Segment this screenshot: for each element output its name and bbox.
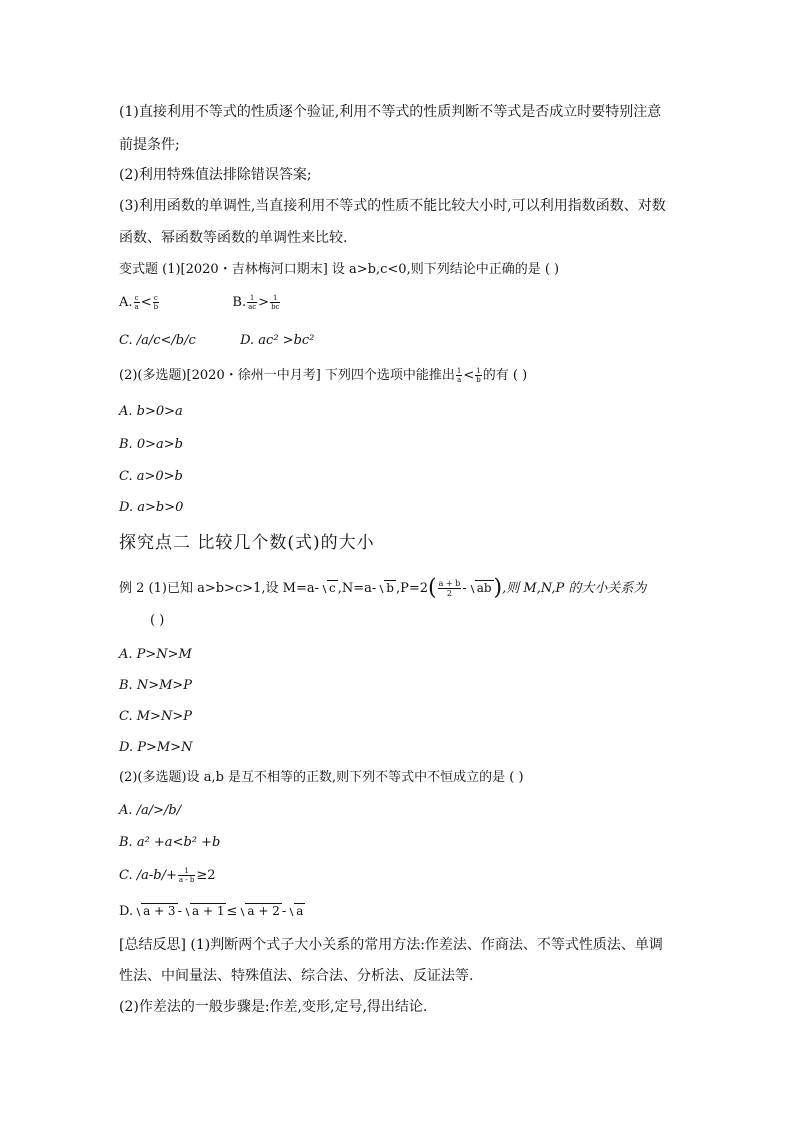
example2-p2-optB: B. a² +a<b² +b <box>119 835 221 850</box>
comparator: > <box>258 295 270 310</box>
fraction: $\frac{1}{bc}$ <box>271 294 280 311</box>
summary-line-2: (2)作差法的一般步骤是:作差,变形,定号,得出结论. <box>119 999 428 1015</box>
fraction: $\frac{c}{a}$ <box>134 294 139 311</box>
right-paren: ) <box>493 575 503 601</box>
variant-q1-optB-label: B. <box>232 295 247 310</box>
example2-p1-paren: ( ) <box>150 613 165 628</box>
left-paren: ( <box>428 575 437 601</box>
sqrt: a + 1 <box>182 901 226 922</box>
summary-line-1a: [总结反思] (1)判断两个式子大小关系的常用方法:作差法、作商法、不等式性质法、单调 <box>119 937 663 953</box>
summary-line-1b: 性法、中间量法、特殊值法、综合法、分析法、反证法等. <box>119 968 474 984</box>
comparator: < <box>463 368 475 383</box>
example2-p1-optC: C. M>N>P <box>119 709 192 724</box>
example2-p2-optC-a: C. /a-b/+ <box>119 868 177 883</box>
sqrt: ab <box>467 578 494 599</box>
variant-q2-stem-a: (2)(多选题)[2020・徐州一中月考] 下列四个选项中能推出 <box>119 368 455 383</box>
example2-p1-optB: B. N>M>P <box>119 678 193 693</box>
variant-q1-options-ab <box>119 293 281 313</box>
sqrt: a <box>286 901 305 922</box>
method-line-1a: (1)直接利用不等式的性质逐个验证,利用不等式的性质判断不等式是否成立时要特别注意 <box>119 104 662 120</box>
fraction: $\frac{1}{ac}$ <box>248 294 257 311</box>
comparator: < <box>140 295 152 310</box>
method-line-3b: 函数、幂函数等函数的单调性来比较. <box>119 230 348 246</box>
example2-p2-stem: (2)(多选题)设 a,b 是互不相等的正数,则下列不等式中不恒成立的是 ( ) <box>119 770 524 785</box>
minus: - <box>281 904 287 919</box>
example2-p1-p: ,P=2 <box>395 581 429 596</box>
example2-p1-tail: ,则 M,N,P 的大小关系为 <box>502 581 647 596</box>
method-line-1b: 前提条件; <box>119 137 180 153</box>
fraction: $\frac{a + b}{2}$ <box>438 579 461 598</box>
variant-q2-optD: D. a>b>0 <box>119 500 184 515</box>
variant-q2-optC: C. a>0>b <box>119 469 183 484</box>
example2-p1-optD: D. P>M>N <box>119 740 193 755</box>
example2-p2-optD <box>119 901 305 922</box>
variant-q1-options-cd <box>119 331 314 351</box>
example2-p2-optD-label: D. <box>119 904 134 919</box>
example2-p2-optC <box>119 866 216 886</box>
example2-p2-optA: A. /a/>/b/ <box>119 803 182 818</box>
sqrt: a + 2 <box>237 901 281 922</box>
section-title: 探究点二 比较几个数(式)的大小 <box>119 533 375 553</box>
variant-q1-stem: 变式题 (1)[2020・吉林梅河口期末] 设 a>b,c<0,则下列结论中正确的是 ( ) <box>119 262 560 277</box>
sqrt: b <box>376 578 396 599</box>
less-equal: ≤ <box>226 904 238 919</box>
minus: - <box>177 904 182 919</box>
example2-p1-stem <box>119 575 647 601</box>
variant-q1-optA-label: A. <box>119 295 133 310</box>
example2-p1-b: ,N=a- <box>337 581 377 596</box>
variant-q2-stem <box>119 366 527 386</box>
variant-q2-optA: A. b>0>a <box>119 404 183 419</box>
method-line-2: (2)利用特殊值法排除错误答案; <box>119 167 312 183</box>
fraction: $\frac{1}{a}$ <box>456 367 462 384</box>
minus: - <box>462 581 467 596</box>
method-line-3a: (3)利用函数的单调性,当直接利用不等式的性质不能比较大小时,可以利用指数函数、对数 <box>119 198 666 214</box>
variant-q1-optC: C. /a/c</b/c <box>119 333 196 348</box>
example2-p2-optC-b: ≥2 <box>196 868 216 883</box>
variant-q1-optD: D. ac² >bc² <box>240 333 315 348</box>
sqrt: c <box>319 578 338 599</box>
variant-q2-optB: B. 0>a>b <box>119 437 183 452</box>
example2-p1-a: 例 2 (1)已知 a>b>c>1,设 M=a- <box>119 581 319 596</box>
fraction: $\frac{c}{b}$ <box>153 294 159 311</box>
fraction: $\frac{1}{a - b}$ <box>178 867 195 884</box>
fraction: $\frac{1}{b}$ <box>476 367 481 384</box>
variant-q2-stem-b: 的有 ( ) <box>482 368 528 383</box>
example2-p1-optA: A. P>N>M <box>119 647 192 662</box>
sqrt: a + 3 <box>133 901 177 922</box>
